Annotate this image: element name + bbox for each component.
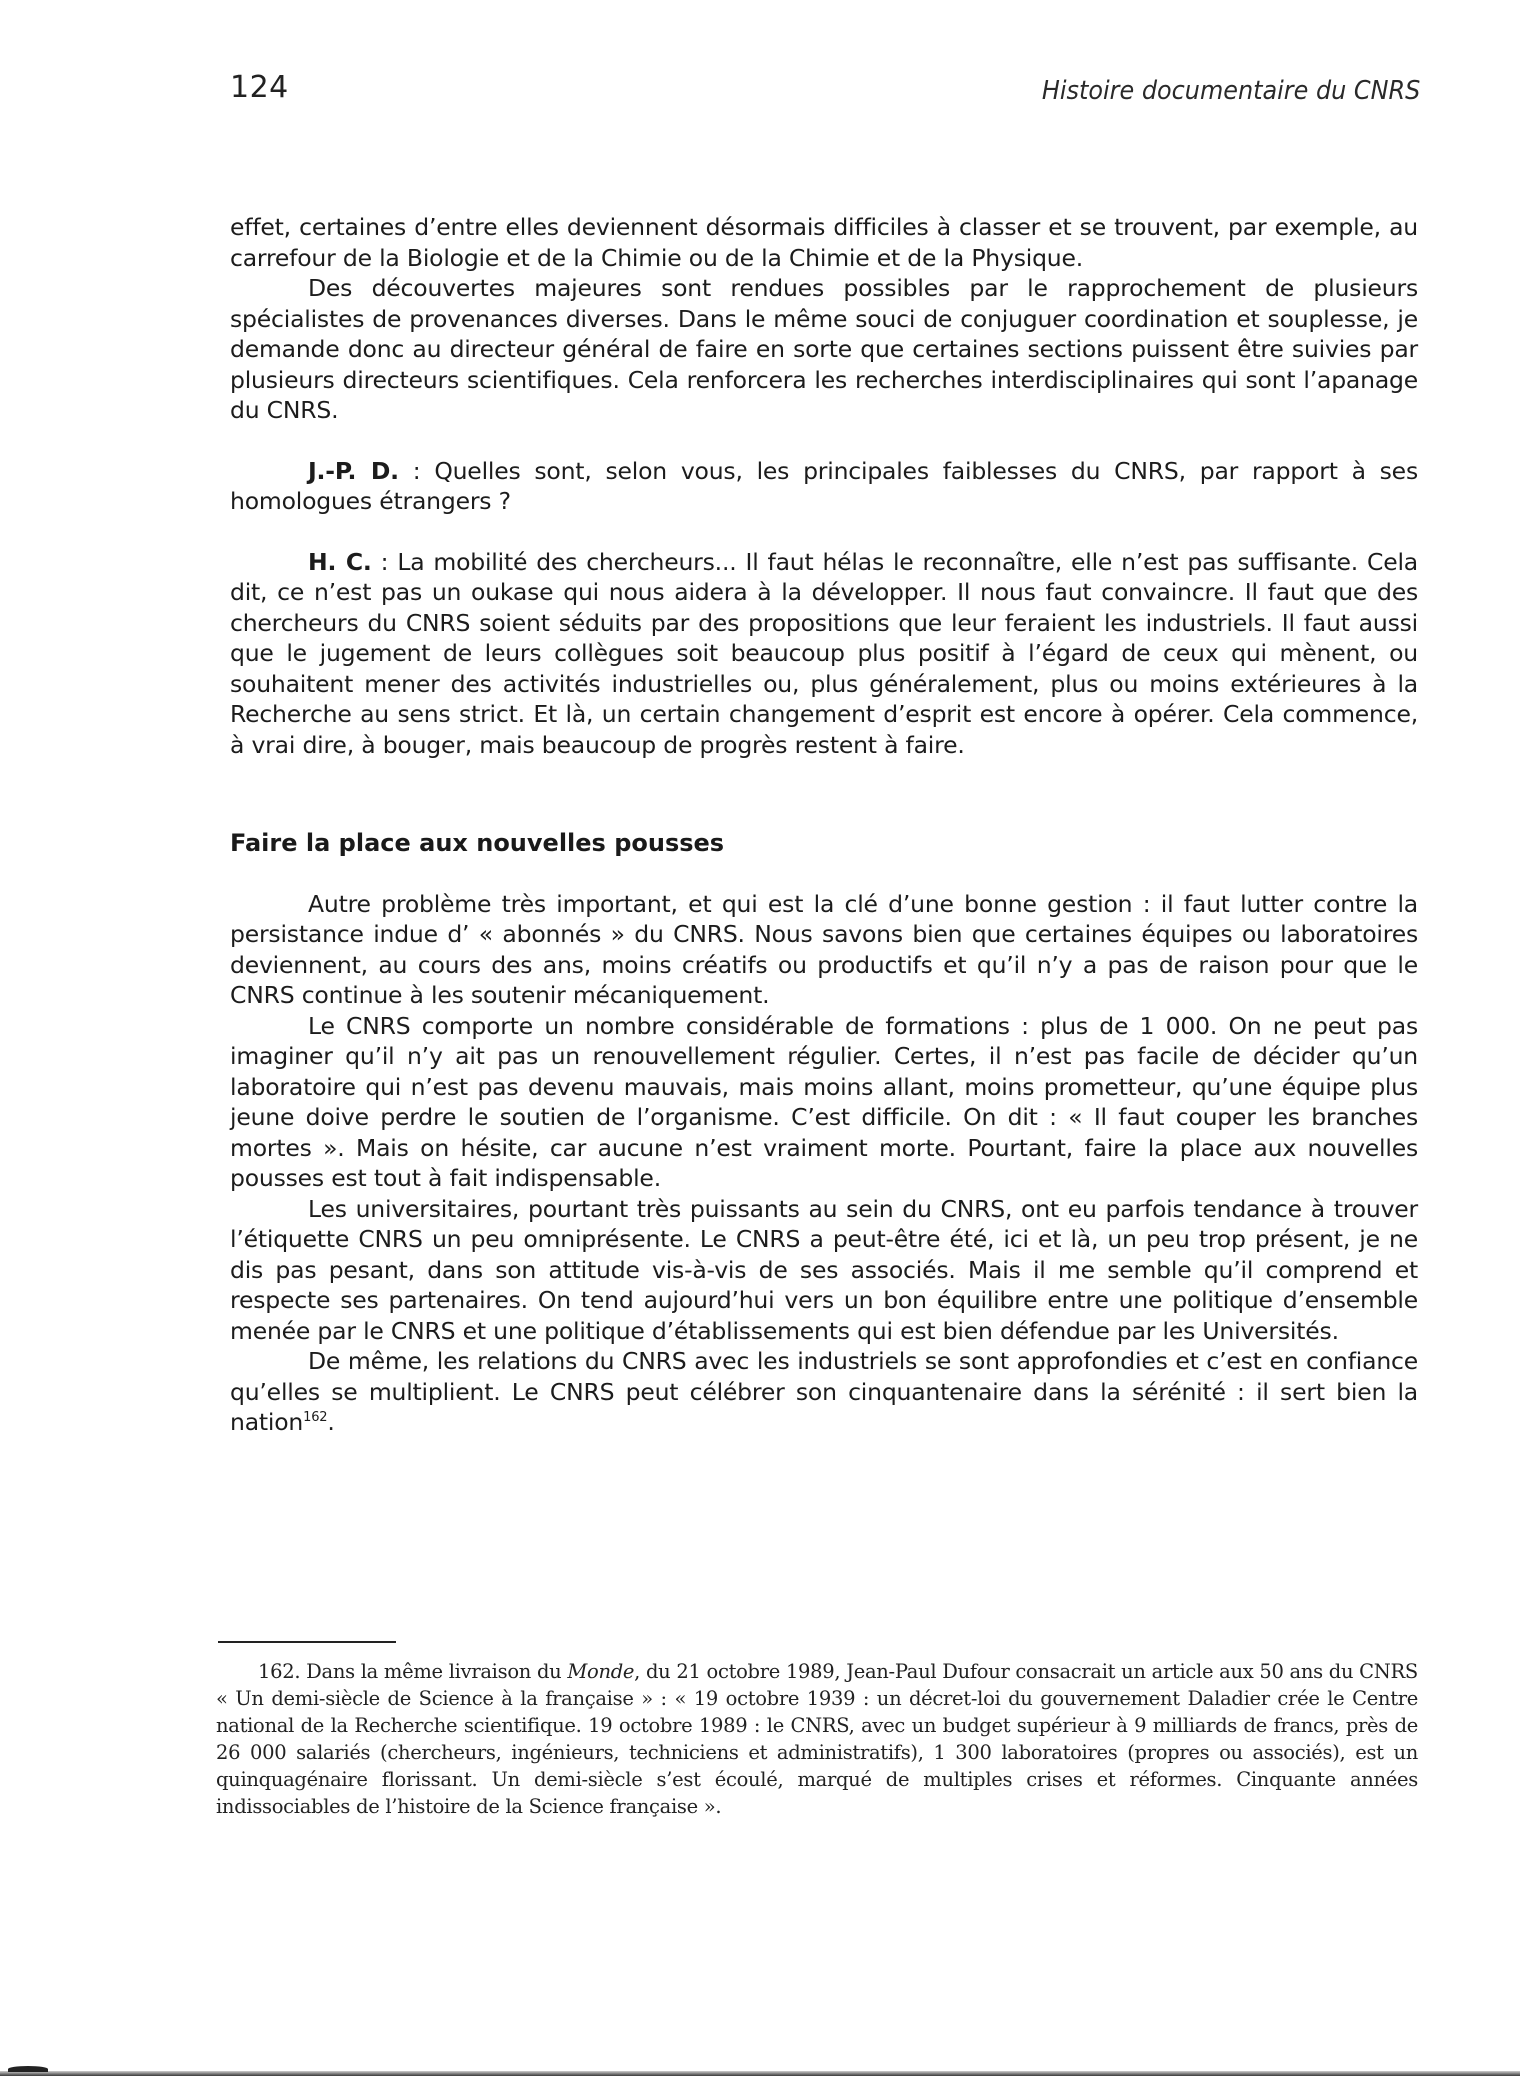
interview-answer xyxy=(230,547,1418,761)
paragraph: Les universitaires, pourtant très puissants au sein du CNRS, ont eu parfois tendance à trouver l’étiquette CNRS un peu omniprésente. Le CNRS a peut-être été, ici et là, un peu trop présent, je ne dis pas pesant, dans son attitude vis-à-vis de ses associés. Mais il me semble qu’il comprend et respecte ses partenaires. On tend aujourd’hui vers un bon équilibre entre une politique d’ensemble menée par le CNRS et une politique d’établissements qui est bien défendue par les Universités. xyxy=(230,1194,1418,1345)
footnote-text: , du 21 octobre 1989, Jean-Paul Dufour consacrait un article aux 50 ans du CNRS « Un demi-siècle de Science à la française » : « 19 octobre 1939 : un décret-loi du gouvernement Daladier crée le Centre national de la Recherche scientifique. 19 octobre 1989 : le CNRS, avec un budget supérieur à 9 milliards de francs, près de 26 000 salariés (chercheurs, ingénieurs, techniciens et administratifs), 1 300 laboratoires (propres ou associés), est un quinquagénaire florissant. Un demi-siècle s’est écoulé, marqué de multiples crises et réformes. Cinquante années indissociables de l’histoire de la Science française ». xyxy=(216,1660,1418,1818)
page-header xyxy=(230,70,1420,114)
scan-artifact xyxy=(8,2066,48,2072)
paragraph: Autre problème très important, et qui est la clé d’une bonne gestion : il faut lutter contre la persistance indue d’ « abonnés » du CNRS. Nous savons bien que certaines équipes ou laboratoires deviennent, au cours des ans, moins créatifs ou productifs et qu’il n’y a pas de raison pour que le CNRS continue à les soutenir mécaniquement. xyxy=(230,889,1418,1009)
paragraph-end: . xyxy=(327,1408,335,1436)
paragraph xyxy=(230,1346,1418,1438)
paragraph-text: De même, les relations du CNRS avec les industriels se sont approfondies et c’est en confiance qu’elles se multiplient. Le CNRS peut célébrer son cinquantenaire dans la sérénité : il sert bien la nation xyxy=(230,1347,1418,1436)
footnote-number: 162. xyxy=(258,1660,301,1683)
footnote-separator xyxy=(218,1641,396,1643)
paragraph: Des découvertes majeures sont rendues possibles par le rapprochement de plusieurs spécialistes de provenances diverses. Dans le même souci de conjuguer coordination et souplesse, je demande donc au directeur général de faire en sorte que certaines sections puissent être suivies par plusieurs directeurs scientifiques. Cela renforcera les recherches interdisciplinaires qui sont l’apanage du CNRS. xyxy=(230,274,1418,424)
question-text: : Quelles sont, selon vous, les principales faiblesses du CNRS, par rapport à ses homologues étrangers ? xyxy=(230,456,1418,515)
page-number: 124 xyxy=(230,70,289,105)
body-text xyxy=(230,212,1418,1438)
running-title: Histoire documentaire du CNRS xyxy=(1041,76,1420,106)
section-heading: Faire la place aux nouvelles pousses xyxy=(230,829,725,857)
footnote-italic-title: Monde xyxy=(567,1660,635,1683)
footnote-reference[interactable]: 162 xyxy=(303,1410,328,1425)
speaker-label: J.-P. D. xyxy=(308,456,399,485)
speaker-label: H. C. xyxy=(308,547,372,576)
footnote xyxy=(216,1658,1418,1820)
answer-text: : La mobilité des chercheurs... Il faut hélas le reconnaître, elle n’est pas suffisante. Cela dit, ce n’est pas un oukase qui nous aidera à la développer. Il nous faut convaincre. Il faut que des chercheurs du CNRS soient séduits par des propositions que leur feraient les industriels. Il faut aussi que le jugement de leurs collègues soit beaucoup plus positif à l’égard de ceux qui mènent, ou souhaitent mener des activités industrielles ou, plus généralement, plus ou moins extérieures à la Recherche au sens strict. Et là, un certain changement d’esprit est encore à opérer. Cela commence, à vrai dire, à bouger, mais beaucoup de progrès restent à faire. xyxy=(230,547,1418,759)
paragraph: Le CNRS comporte un nombre considérable de formations : plus de 1 000. On ne peut pas imaginer qu’il n’y ait pas un renouvellement régulier. Certes, il n’est pas facile de décider qu’un laboratoire qui n’est pas devenu mauvais, mais moins allant, moins prometteur, qu’une équipe plus jeune doive perdre le soutien de l’organisme. C’est difficile. On dit : « Il faut couper les branches mortes ». Mais on hésite, car aucune n’est vraiment morte. Pourtant, faire la place aux nouvelles pousses est tout à fait indispensable. xyxy=(230,1011,1418,1192)
paragraph-continuation: effet, certaines d’entre elles deviennent désormais difficiles à classer et se trouvent, par exemple, au carrefour de la Biologie et de la Chimie ou de la Chimie et de la Physique. xyxy=(230,213,1418,272)
interview-question xyxy=(230,456,1418,517)
page-bottom-edge xyxy=(0,2071,1520,2076)
footnote-text: Dans la même livraison du xyxy=(300,1660,568,1683)
